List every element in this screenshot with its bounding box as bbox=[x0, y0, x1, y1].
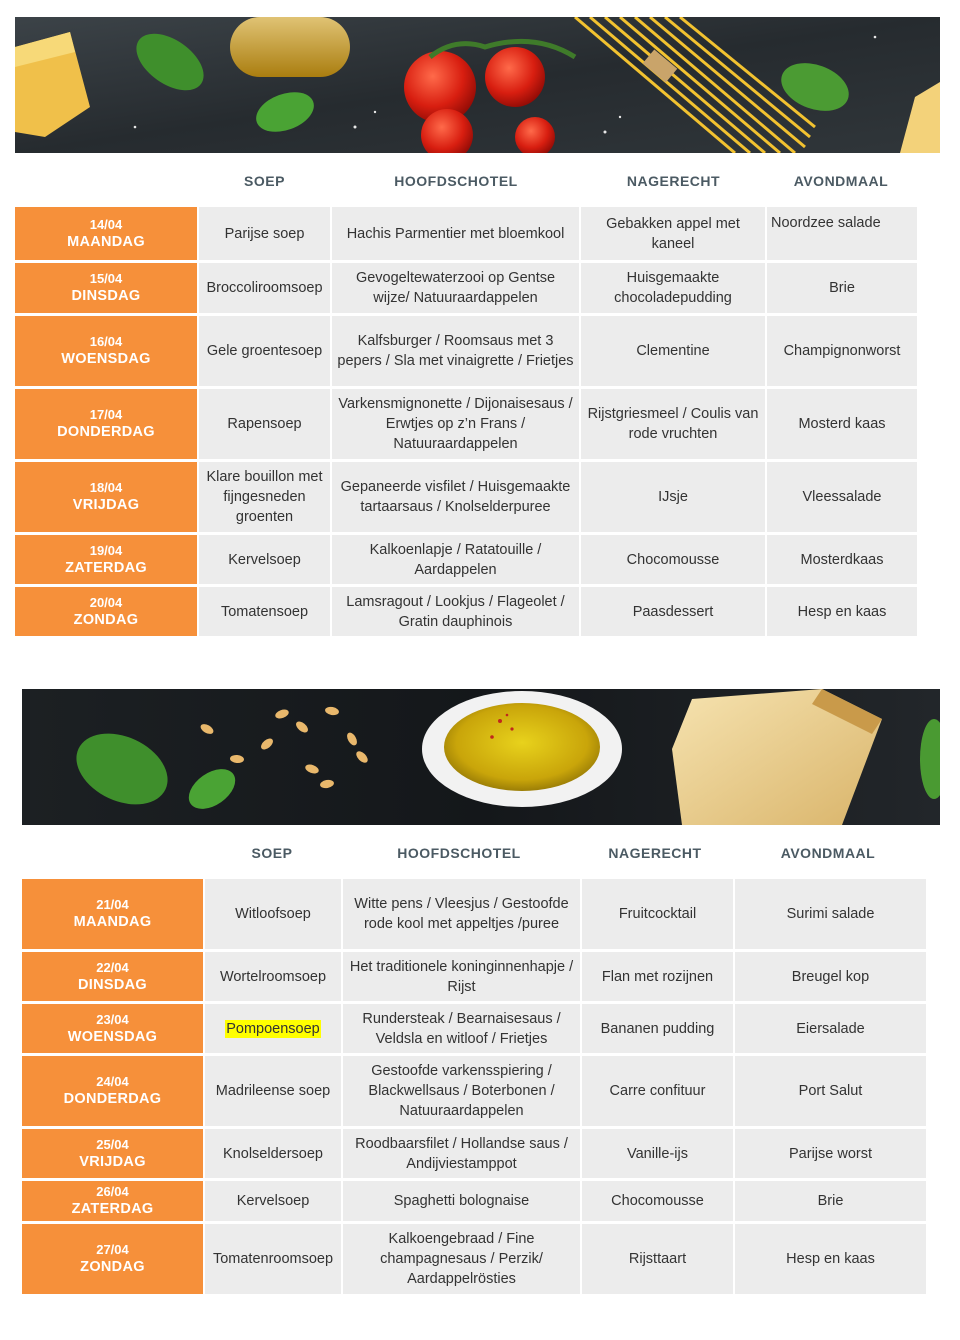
soup-cell: Gele groentesoep bbox=[199, 316, 330, 386]
highlighted-soup: Pompoensoep bbox=[226, 1020, 320, 1037]
day-cell bbox=[22, 1224, 203, 1294]
table-row bbox=[22, 879, 926, 949]
soup-cell bbox=[205, 1004, 341, 1053]
date-label: 21/04 bbox=[96, 897, 129, 912]
dinner-cell: Breugel kop bbox=[735, 952, 926, 1001]
main-cell: Spaghetti bolognaise bbox=[343, 1181, 580, 1221]
column-headers-week1 bbox=[198, 169, 916, 193]
dessert-cell: Bananen pudding bbox=[582, 1004, 733, 1053]
header-dessert: NAGERECHT bbox=[626, 173, 721, 189]
day-cell bbox=[22, 952, 203, 1001]
main-cell: Het traditionele koninginnenhapje / Rijst bbox=[343, 952, 580, 1001]
date-label: 19/04 bbox=[89, 542, 123, 558]
main-cell: Gestoofde varkensspiering / Blackwellsaus / Boterbonen / Natuuraardappelen bbox=[343, 1056, 580, 1126]
dessert-cell: Rijsttaart bbox=[582, 1224, 733, 1294]
date-label: 17/04 bbox=[89, 407, 123, 422]
day-label: ZATERDAG bbox=[71, 1201, 154, 1217]
day-label: ZONDAG bbox=[73, 611, 139, 628]
dessert-cell: Carre confituur bbox=[582, 1056, 733, 1126]
soup-cell: Broccoliroomsoep bbox=[199, 263, 330, 313]
column-headers-week2 bbox=[205, 841, 925, 865]
soup-cell: Knolseldersoep bbox=[205, 1129, 341, 1178]
date-label: 14/04 bbox=[89, 216, 123, 232]
date-label: 25/04 bbox=[96, 1136, 129, 1152]
day-label: VRIJDAG bbox=[79, 1153, 146, 1170]
dinner-cell: Hesp en kaas bbox=[767, 587, 917, 636]
day-label: MAANDAG bbox=[73, 914, 152, 930]
day-cell bbox=[15, 462, 197, 532]
dessert-cell: Vanille-ijs bbox=[582, 1129, 733, 1178]
date-label: 27/04 bbox=[96, 1242, 129, 1257]
day-cell bbox=[15, 587, 197, 636]
day-cell bbox=[22, 1129, 203, 1178]
food-banner-top bbox=[15, 17, 940, 153]
dinner-cell: Mosterdkaas bbox=[767, 535, 917, 584]
day-cell bbox=[15, 535, 197, 584]
table-row bbox=[22, 1224, 926, 1294]
dinner-cell: Noordzee salade bbox=[767, 207, 917, 260]
day-cell bbox=[22, 1056, 203, 1126]
dessert-cell: Paasdessert bbox=[581, 587, 765, 636]
day-cell bbox=[15, 207, 197, 260]
dessert-cell: Gebakken appel met kaneel bbox=[581, 207, 765, 260]
main-cell: Hachis Parmentier met bloemkool bbox=[332, 207, 579, 260]
soup-cell: Parijse soep bbox=[199, 207, 330, 260]
dinner-cell: Champignonworst bbox=[767, 316, 917, 386]
dessert-cell: Rijstgriesmeel / Coulis van rode vruchten bbox=[581, 389, 765, 459]
header-main: HOOFDSCHOTEL bbox=[394, 173, 518, 189]
date-label: 15/04 bbox=[89, 271, 123, 286]
table-row bbox=[22, 1181, 926, 1221]
day-label: VRIJDAG bbox=[72, 497, 140, 513]
main-cell: Lamsragout / Lookjus / Flageolet / Gratin dauphinois bbox=[332, 587, 579, 636]
dinner-cell: Vleessalade bbox=[767, 462, 917, 532]
main-cell: Kalkoenlapje / Ratatouille / Aardappelen bbox=[332, 535, 579, 584]
day-cell bbox=[15, 263, 197, 313]
header-soup: SOEP bbox=[244, 173, 285, 189]
dinner-cell: Surimi salade bbox=[735, 879, 926, 949]
day-label: WOENSDAG bbox=[61, 351, 151, 367]
dinner-cell: Mosterd kaas bbox=[767, 389, 917, 459]
soup-cell: Tomatensoep bbox=[199, 587, 330, 636]
day-label: DINSDAG bbox=[78, 976, 147, 993]
dessert-cell: Fruitcocktail bbox=[582, 879, 733, 949]
soup-cell: Kervelsoep bbox=[199, 535, 330, 584]
day-cell bbox=[15, 316, 197, 386]
day-label: DONDERDAG bbox=[57, 424, 155, 440]
dinner-cell: Hesp en kaas bbox=[735, 1224, 926, 1294]
table-row bbox=[22, 1129, 926, 1178]
dinner-cell: Brie bbox=[767, 263, 917, 313]
dessert-cell: Chocomousse bbox=[581, 535, 765, 584]
day-label: DINSDAG bbox=[71, 288, 141, 304]
day-label: ZATERDAG bbox=[65, 559, 147, 576]
dessert-cell: Huisgemaakte chocoladepudding bbox=[581, 263, 765, 313]
dinner-cell: Eiersalade bbox=[735, 1004, 926, 1053]
table-row bbox=[15, 462, 917, 532]
header-dinner: AVONDMAAL bbox=[793, 173, 889, 189]
soup-cell: Kervelsoep bbox=[205, 1181, 341, 1221]
day-cell bbox=[15, 389, 197, 459]
soup-cell: Madrileense soep bbox=[205, 1056, 341, 1126]
header-dinner: AVONDMAAL bbox=[780, 845, 876, 861]
table-row bbox=[15, 587, 917, 636]
table-row bbox=[22, 952, 926, 1001]
food-banner-bottom bbox=[22, 689, 940, 825]
main-cell: Roodbaarsfilet / Hollandse saus / Andijviestamppot bbox=[343, 1129, 580, 1178]
date-label: 22/04 bbox=[96, 959, 129, 975]
dessert-cell: Chocomousse bbox=[582, 1181, 733, 1221]
main-cell: Kalkoengebraad / Fine champagnesaus / Perzik/ Aardappelrösties bbox=[343, 1224, 580, 1294]
table-row bbox=[15, 389, 917, 459]
main-cell: Gevogeltewaterzooi op Gentse wijze/ Natuuraardappelen bbox=[332, 263, 579, 313]
table-row bbox=[22, 1004, 926, 1053]
table-row bbox=[15, 316, 917, 386]
soup-cell: Tomatenroomsoep bbox=[205, 1224, 341, 1294]
dinner-cell: Port Salut bbox=[735, 1056, 926, 1126]
food-photo-top bbox=[15, 17, 940, 153]
main-cell: Witte pens / Vleesjus / Gestoofde rode kool met appeltjes /puree bbox=[343, 879, 580, 949]
date-label: 23/04 bbox=[96, 1011, 129, 1027]
day-label: DONDERDAG bbox=[63, 1091, 162, 1107]
day-label: WOENSDAG bbox=[67, 1028, 158, 1045]
date-label: 26/04 bbox=[96, 1184, 129, 1199]
menu-table-week1 bbox=[13, 204, 919, 639]
table-row bbox=[22, 1056, 926, 1126]
soup-cell: Wortelroomsoep bbox=[205, 952, 341, 1001]
menu-table-week2 bbox=[20, 876, 928, 1297]
day-cell bbox=[22, 1004, 203, 1053]
main-cell: Gepaneerde visfilet / Huisgemaakte tartaarsaus / Knolselderpuree bbox=[332, 462, 579, 532]
date-label: 20/04 bbox=[89, 594, 123, 610]
day-label: ZONDAG bbox=[80, 1259, 145, 1275]
date-label: 16/04 bbox=[89, 334, 123, 349]
dinner-cell: Parijse worst bbox=[735, 1129, 926, 1178]
dessert-cell: IJsje bbox=[581, 462, 765, 532]
food-photo-bottom bbox=[22, 689, 940, 825]
header-main: HOOFDSCHOTEL bbox=[397, 845, 521, 861]
day-cell bbox=[22, 1181, 203, 1221]
date-label: 24/04 bbox=[96, 1074, 129, 1089]
main-cell: Rundersteak / Bearnaisesaus / Veldsla en witloof / Frietjes bbox=[343, 1004, 580, 1053]
soup-cell: Witloofsoep bbox=[205, 879, 341, 949]
soup-cell: Klare bouillon met fijngesneden groenten bbox=[199, 462, 330, 532]
header-soup: SOEP bbox=[251, 845, 293, 861]
dessert-cell: Clementine bbox=[581, 316, 765, 386]
main-cell: Varkensmignonette / Dijonaisesaus / Erwtjes op z’n Frans / Natuuraardappelen bbox=[332, 389, 579, 459]
dinner-cell: Brie bbox=[735, 1181, 926, 1221]
dessert-cell: Flan met rozijnen bbox=[582, 952, 733, 1001]
day-cell bbox=[22, 879, 203, 949]
date-label: 18/04 bbox=[89, 480, 123, 495]
main-cell: Kalfsburger / Roomsaus met 3 pepers / Sla met vinaigrette / Frietjes bbox=[332, 316, 579, 386]
table-row bbox=[15, 207, 917, 260]
header-dessert: NAGERECHT bbox=[608, 845, 702, 861]
day-label: MAANDAG bbox=[67, 233, 145, 250]
soup-cell: Rapensoep bbox=[199, 389, 330, 459]
table-row bbox=[15, 263, 917, 313]
table-row bbox=[15, 535, 917, 584]
